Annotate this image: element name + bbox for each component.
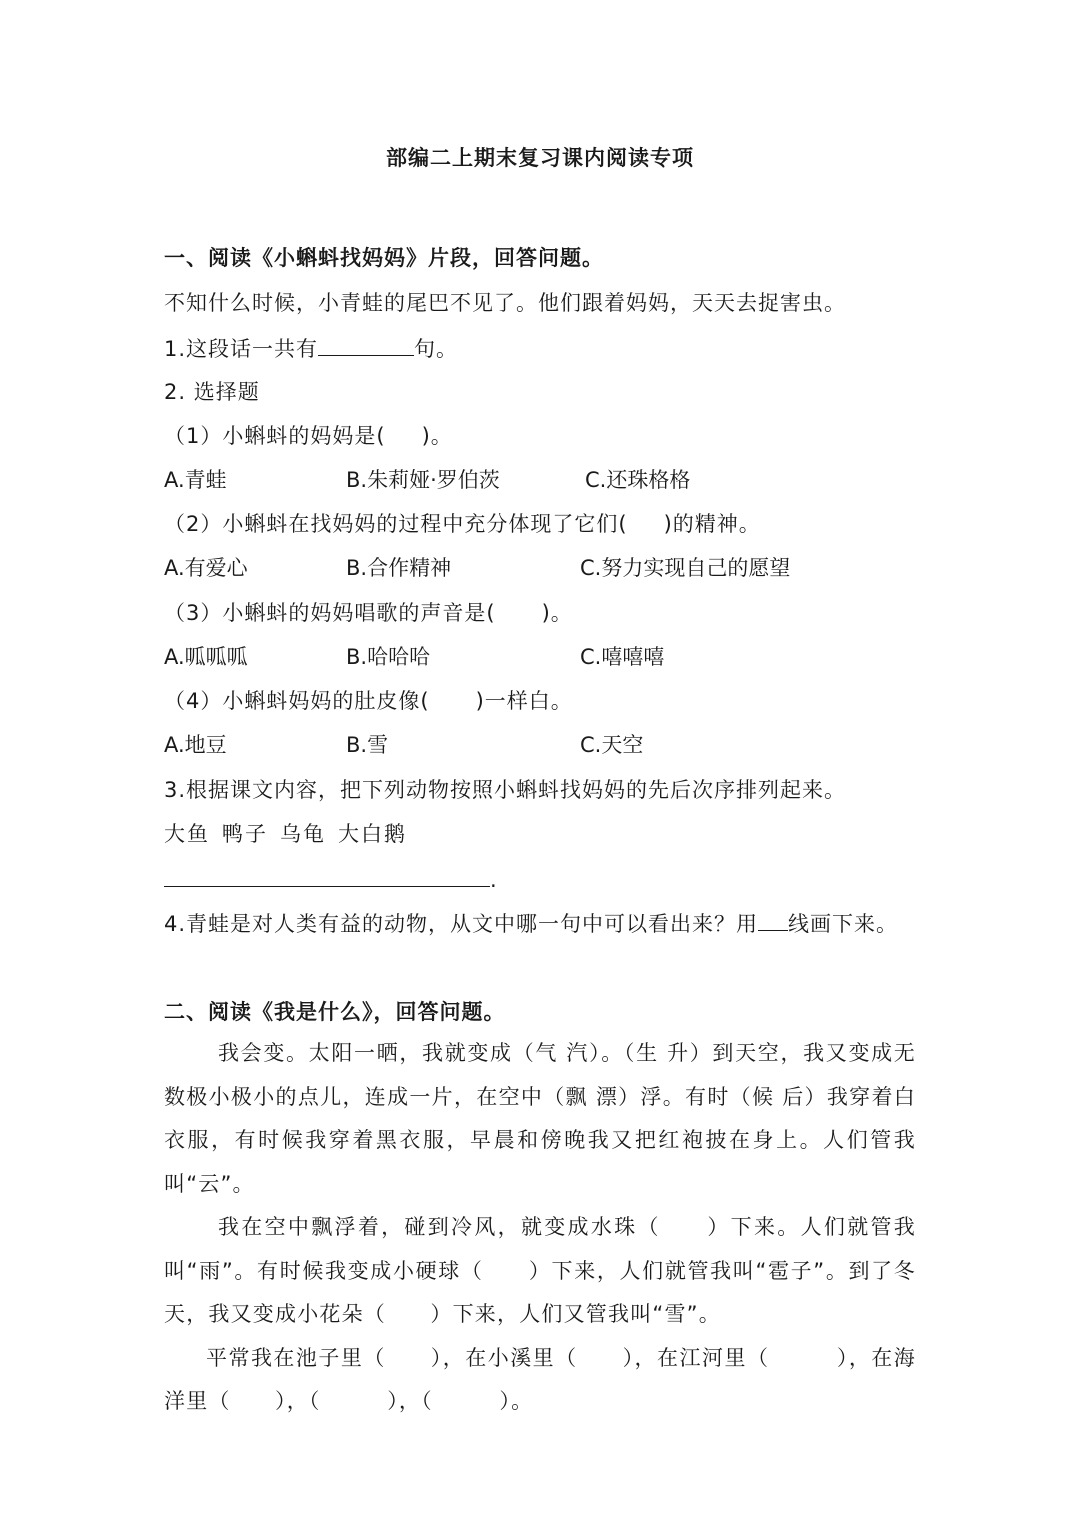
section2-heading: 二、阅读《我是什么》，回答问题。 bbox=[164, 1000, 506, 1024]
animal-item: 大鱼 bbox=[164, 822, 210, 846]
ordering-answer-line bbox=[164, 864, 498, 895]
animal-list bbox=[164, 819, 407, 849]
mc-question-2-end: )的精神。 bbox=[663, 512, 761, 536]
answer-blank[interactable] bbox=[318, 333, 414, 356]
passage-paragraph-3: 平常我在池子里（ ），在小溪里（ ），在江河里（ ），在海洋里（ ），（ ），（ ）。 bbox=[164, 1345, 916, 1413]
mc-3-option-a: A.呱呱呱 bbox=[164, 645, 248, 669]
underline-sample bbox=[758, 908, 788, 931]
mc-question-4-stem: （4）小蝌蚪妈妈的肚皮像( bbox=[164, 689, 430, 713]
mc-4-option-c: C.天空 bbox=[580, 733, 644, 757]
mc-1-option-b: B.朱莉娅·罗伯茨 bbox=[346, 468, 500, 492]
mc-question-3 bbox=[164, 598, 573, 628]
section1-passage: 不知什么时候，小青蛙的尾巴不见了。他们跟着妈妈，天天去捉害虫。 bbox=[164, 291, 846, 315]
mc-3-option-b: B.哈哈哈 bbox=[346, 645, 431, 669]
question-4-prefix: 4.青蛙是对人类有益的动物，从文中哪一句中可以看出来？用 bbox=[164, 912, 759, 936]
animal-item: 鸭子 bbox=[222, 822, 268, 846]
passage-paragraph-1: 我会变。太阳一晒，我就变成（气 汽）。（生 升）到天空，我又变成无数极小极小的点儿，连成一片，在空中（飘 漂）浮。有时（候 后）我穿着白衣服，有时候我穿着黑衣服，早晨和傍晚我又把红袍披在身上。人们管我叫“云”。 bbox=[164, 1041, 916, 1196]
question-3: 3.根据课文内容，把下列动物按照小蝌蚪找妈妈的先后次序排列起来。 bbox=[164, 778, 847, 802]
section1-heading: 一、阅读《小蝌蚪找妈妈》片段，回答问题。 bbox=[164, 246, 604, 270]
mc-1-option-c: C.还珠格格 bbox=[585, 468, 691, 492]
mc-question-1-end: )。 bbox=[421, 424, 453, 448]
question-1-prefix: 1.这段话一共有 bbox=[164, 337, 319, 361]
animal-item: 大白鹅 bbox=[338, 822, 407, 846]
mc-4-option-a: A.地豆 bbox=[164, 733, 227, 757]
question-4-suffix: 线画下来。 bbox=[788, 912, 899, 936]
question-1 bbox=[164, 333, 458, 364]
mc-question-4-end: )一样白。 bbox=[475, 689, 573, 713]
section2-passage bbox=[164, 1032, 916, 1424]
page-title: 部编二上期末复习课内阅读专项 bbox=[386, 146, 694, 170]
mc-question-4 bbox=[164, 686, 573, 716]
question-1-suffix: 句。 bbox=[414, 337, 459, 361]
mc-2-option-c: C.努力实现自己的愿望 bbox=[580, 556, 791, 580]
mc-question-3-end: )。 bbox=[541, 601, 573, 625]
mc-question-3-stem: （3）小蝌蚪的妈妈唱歌的声音是( bbox=[164, 601, 496, 625]
mc-3-option-c: C.嘻嘻嘻 bbox=[580, 645, 665, 669]
passage-paragraph-2: 我在空中飘浮着，碰到冷风，就变成水珠（ ）下来。人们就管我叫“雨”。有时候我变成小硬球（ ）下来，人们就管我叫“雹子”。到了冬天，我又变成小花朵（ ）下来，人们又管我叫“雪”。 bbox=[164, 1215, 916, 1326]
mc-2-option-a: A.有爱心 bbox=[164, 556, 248, 580]
mc-1-option-a: A.青蛙 bbox=[164, 468, 227, 492]
answer-end-mark: . bbox=[490, 868, 498, 892]
mc-question-1 bbox=[164, 421, 453, 451]
answer-blank[interactable] bbox=[164, 864, 490, 887]
question-4 bbox=[164, 908, 898, 939]
mc-question-1-stem: （1）小蝌蚪的妈妈是( bbox=[164, 424, 386, 448]
question-2-label: 2. 选择题 bbox=[164, 380, 260, 404]
animal-item: 乌龟 bbox=[280, 822, 326, 846]
mc-4-option-b: B.雪 bbox=[346, 733, 389, 757]
mc-question-2 bbox=[164, 509, 761, 539]
mc-2-option-b: B.合作精神 bbox=[346, 556, 452, 580]
mc-question-2-stem: （2）小蝌蚪在找妈妈的过程中充分体现了它们( bbox=[164, 512, 628, 536]
